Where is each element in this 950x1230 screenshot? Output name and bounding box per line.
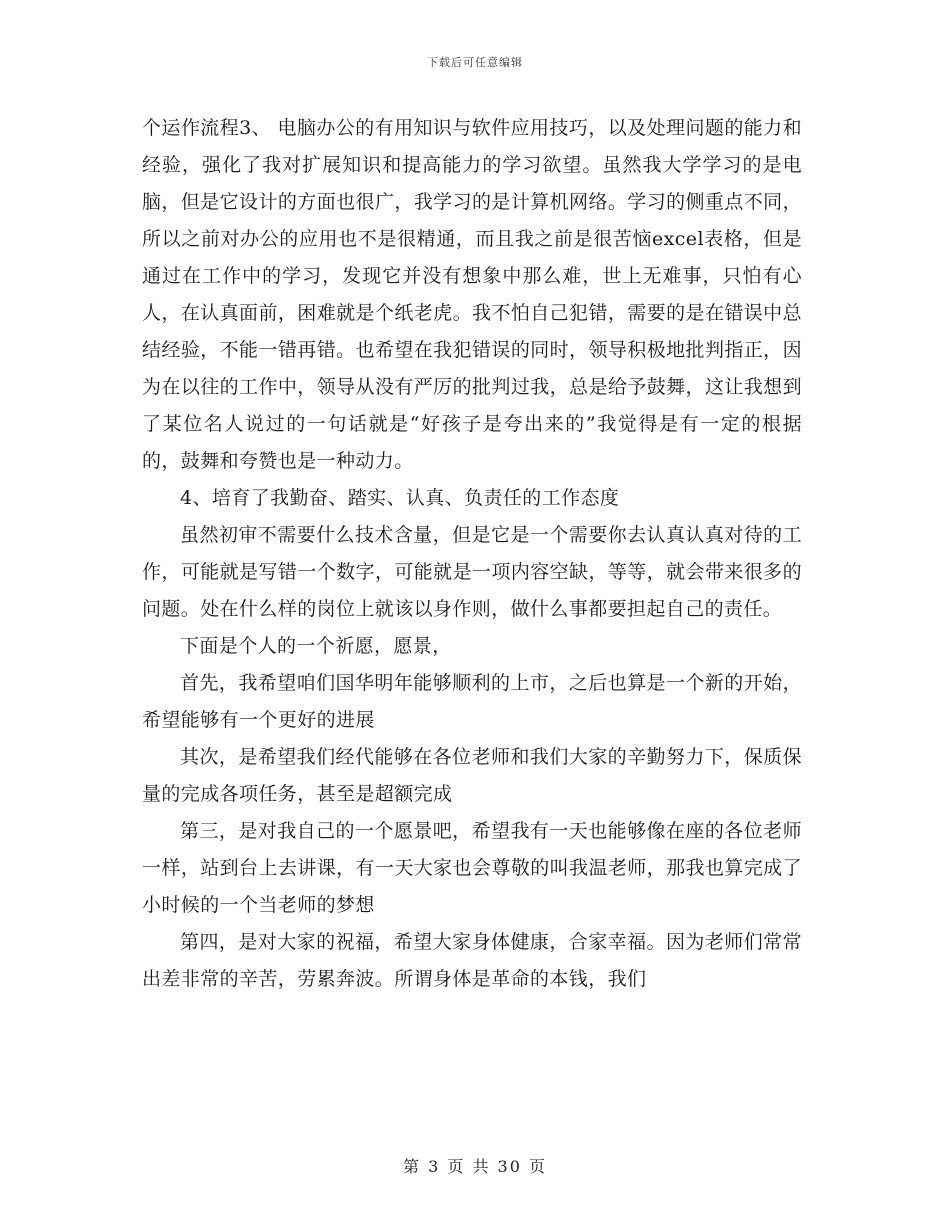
paragraph: 其次，是希望我们经代能够在各位老师和我们大家的辛勤努力下，保质保量的完成各项任务，甚至是超额完成	[142, 746, 802, 805]
paragraph: 第三，是对我自己的一个愿景吧，希望我有一天也能够像在座的各位老师一样，站到台上去讲课，有一天大家也会尊敬的叫我温老师，那我也算完成了小时候的一个当老师的梦想	[142, 820, 802, 916]
page-number: 第 3 页 共 30 页	[403, 1157, 547, 1176]
paragraph: 下面是个人的一个祈愿，愿景，	[180, 635, 452, 657]
paragraph-continuation: 个运作流程3、 电脑办公的有用知识与软件应用技巧，以及处理问题的能力和经验，强化了我对扩展知识和提高能力的学习欲望。虽然我大学学习的是电脑，但是它设计的方面也很广，我学习的是计算机网络。学习的侧重点不同，所以之前对办公的应用也不是很精通，而且我之前是很苦恼excel表格，但是通过在工作中的学习，发现它并没有想象中那么难，世上无难事，只怕有心人，在认真面前，困难就是个纸老虎。我不怕自己犯错，需要的是在错误中总结经验，不能一错再错。也希望在我犯错误的同时，领导积极地批判指正，因为在以往的工作中，领导从没有严厉的批判过我，总是给予鼓舞，这让我想到了某位名人说过的一句话就是“好孩子是夸出来的”我觉得是有一定的根据的，鼓舞和夸赞也是一种动力。	[142, 117, 802, 472]
page-header: 下载后可任意编辑	[427, 56, 523, 69]
paragraph: 虽然初审不需要什么技术含量，但是它是一个需要你去认真认真对待的工作，可能就是写错一个数字，可能就是一项内容空缺，等等，就会带来很多的问题。处在什么样的岗位上就该以身作则，做什么事都要担起自己的责任。	[142, 524, 802, 620]
paragraph: 首先，我希望咱们国华明年能够顺利的上市，之后也算是一个新的开始，希望能够有一个更好的进展	[142, 672, 802, 731]
paragraph: 第四，是对大家的祝福，希望大家身体健康，合家幸福。因为老师们常常出差非常的辛苦，劳累奔波。所谓身体是革命的本钱，我们	[142, 931, 802, 990]
paragraph-heading-4: 4、培育了我勤奋、踏实、认真、负责任的工作态度	[180, 487, 620, 509]
document-body	[142, 110, 802, 998]
